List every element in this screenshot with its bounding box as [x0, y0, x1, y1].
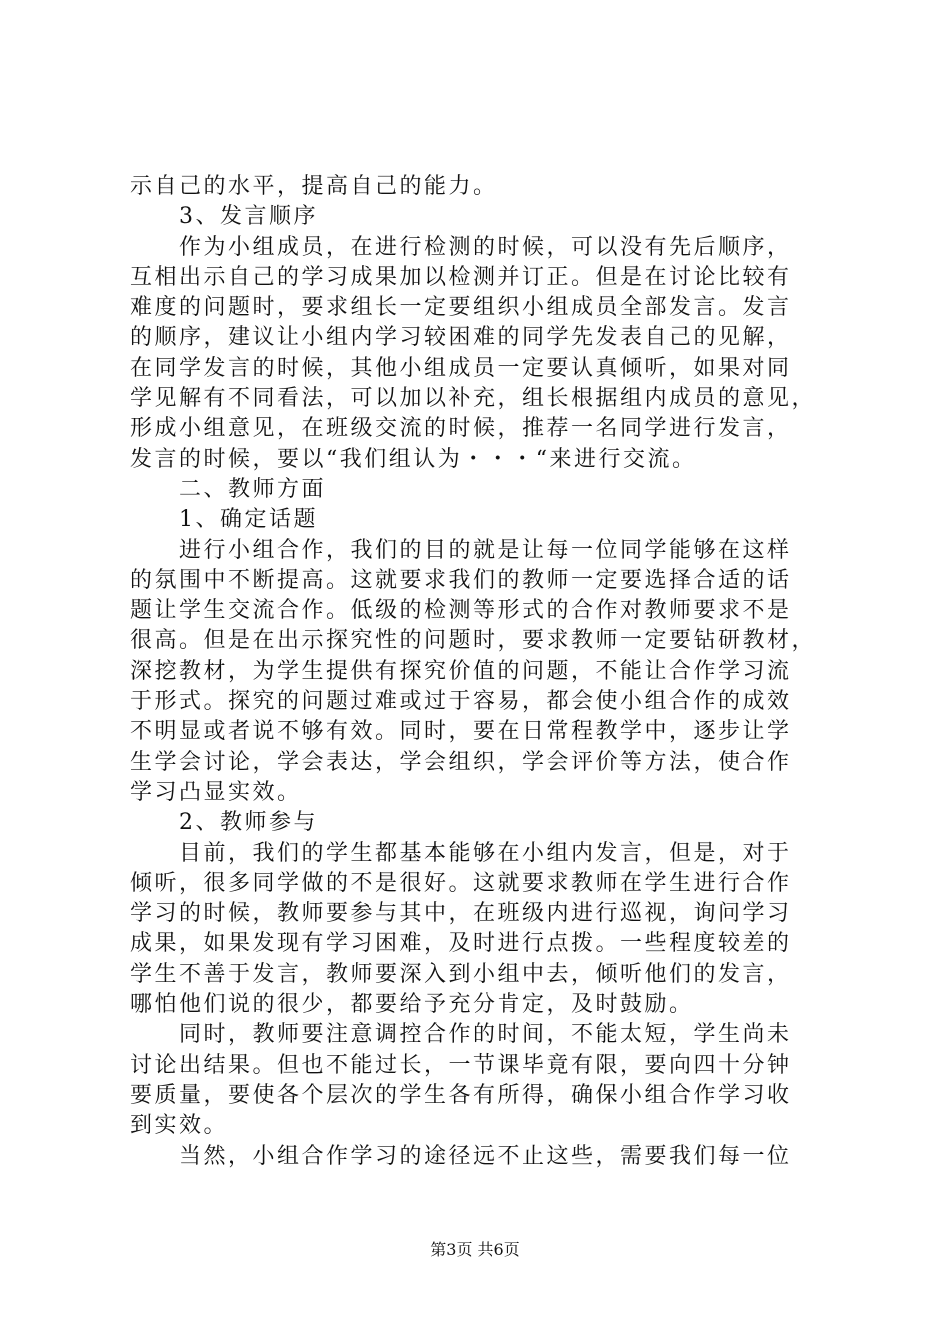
text-line: 倾听，很多同学做的不是很好。这就要求教师在学生进行合作 — [130, 870, 792, 896]
text-line: 不明显或者说不够有效。同时，要在日常程教学中，逐步让学 — [130, 719, 792, 745]
text-line: 的氛围中不断提高。这就要求我们的教师一定要选择合适的话 — [130, 567, 792, 593]
text-line: 生学会讨论，学会表达，学会组织，学会评价等方法，使合作 — [130, 749, 792, 775]
text-line: 发言的时候，要以“我们组认为・・・“来进行交流。 — [130, 446, 697, 472]
text-line: 作为小组成员，在进行检测的时候，可以没有先后顺序， — [130, 234, 792, 260]
text-line: 当然，小组合作学习的途径远不止这些，需要我们每一位 — [130, 1143, 792, 1169]
text-line: 讨论出结果。但也不能过长，一节课毕竟有限，要向四十分钟 — [130, 1052, 792, 1078]
text-line: 形成小组意见，在班级交流的时候，推荐一名同学进行发言， — [130, 416, 792, 442]
text-line: 哪怕他们说的很少，都要给予充分肯定，及时鼓励。 — [130, 992, 694, 1018]
text-line: 进行小组合作，我们的目的就是让每一位同学能够在这样 — [130, 537, 792, 563]
section-heading: 2、教师参与 — [130, 810, 318, 836]
text-line: 示自己的水平，提高自己的能力。 — [130, 174, 498, 199]
document-body — [130, 172, 830, 1172]
text-line: 目前，我们的学生都基本能够在小组内发言，但是，对于 — [130, 840, 792, 866]
text-line: 在同学发言的时候，其他小组成员一定要认真倾听，如果对同 — [130, 355, 792, 381]
text-line: 同时，教师要注意调控合作的时间，不能太短，学生尚未 — [130, 1022, 792, 1048]
text-line: 难度的问题时，要求组长一定要组织小组成员全部发言。发言 — [130, 295, 792, 321]
text-line: 深挖教材，为学生提供有探究价值的问题，不能让合作学习流 — [130, 658, 792, 684]
text-line: 互相出示自己的学习成果加以检测并订正。但是在讨论比较有 — [130, 264, 792, 290]
text-line: 很高。但是在出示探究性的问题时，要求教师一定要钻研教材， — [130, 628, 817, 654]
text-line: 学见解有不同看法，可以加以补充，组长根据组内成员的意见， — [130, 386, 817, 412]
text-line: 学生不善于发言，教师要深入到小组中去，倾听他们的发言， — [130, 961, 792, 987]
text-line: 题让学生交流合作。低级的检测等形式的合作对教师要求不是 — [130, 598, 792, 624]
page-number-footer: 第3页 共6页 — [430, 1240, 520, 1259]
text-line: 成果，如果发现有学习困难，及时进行点拨。一些程度较差的 — [130, 931, 792, 957]
text-line: 要质量，要使各个层次的学生各有所得，确保小组合作学习收 — [130, 1082, 792, 1108]
text-line: 到实效。 — [130, 1113, 229, 1139]
section-heading: 1、确定话题 — [130, 507, 318, 533]
text-line: 于形式。探究的问题过难或过于容易，都会使小组合作的成效 — [130, 689, 792, 715]
text-line: 的顺序，建议让小组内学习较困难的同学先发表自己的见解， — [130, 325, 792, 351]
text-line: 学习的时候，教师要参与其中，在班级内进行巡视，询问学习 — [130, 901, 792, 927]
section-heading: 3、发言顺序 — [130, 204, 318, 230]
text-line: 学习凸显实效。 — [130, 779, 302, 805]
section-heading: 二、教师方面 — [130, 476, 327, 502]
